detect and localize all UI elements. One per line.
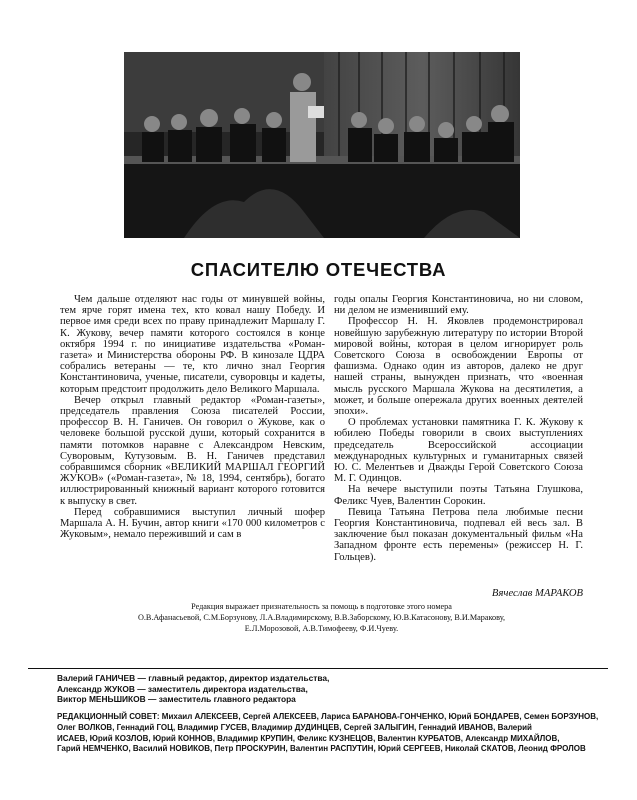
board-line: РЕДАКЦИОННЫЙ СОВЕТ: Михаил АЛЕКСЕЕВ, Сергей АЛЕКСЕЕВ, Лариса БАРАНОВА-ГОНЧЕНКО, Юрий БОНДАРЕВ, Семен БОРЗУНОВ, — [57, 712, 599, 721]
article-paragraph: О проблемах установки памятника Г. К. Жукову к юбилею Победы говорили в своих выступлениях председатель Всероссийской ассоциации международных культурных и гуманитарных связей Ю. С. Мелентьев и Дважды Герой Советского Союза М. Г. Одинцов. — [334, 417, 583, 485]
article-paragraph: Профессор Н. Н. Яковлев продемонстрировал новейшую зарубежную литературу по истории Второй мировой войны, которая в целом игнорирует роль Советского Союза в освобождении Европы от фашизма. Однако один из авторов, далеко не друг нашей страны, вынужден признать, что «военная мысль русского Маршала Жукова на десятилетия, а может, и больше опережала других военных деятелей эпохи». — [334, 316, 583, 418]
article-title: СПАСИТЕЛЮ ОТЕЧЕСТВА — [190, 259, 447, 280]
editor-line: Валерий ГАНИЧЕВ — главный редактор, директор издательства, — [57, 673, 330, 683]
acknowledgement-line: Е.Л.Морозовой, А.В.Тимофееву, Ф.И.Чуеву. — [244, 624, 399, 633]
acknowledgement-line: О.В.Афанасьевой, С.М.Борзунову, Л.А.Владимирскому, В.В.Заборскому, Ю.В.Катасонову, В.И.Маракову, — [137, 613, 506, 622]
acknowledgement — [60, 601, 583, 634]
ceremony-photo — [124, 52, 520, 238]
board-line: Гарий НЕМЧЕНКО, Василий НОВИКОВ, Петр ПРОСКУРИН, Валентин РАСПУТИН, Юрий СЕРГЕЕВ, Николай СКАТОВ, Леонид ФРОЛОВ — [57, 744, 586, 754]
article-paragraph: На вечере выступили поэты Татьяна Глушкова, Феликс Чуев, Валентин Сорокин. — [334, 484, 583, 507]
article-paragraph: Перед собравшимися выступил личный шофер Маршала А. Н. Бучин, автор книги «170 000 километров с Жуковым», немало переживший и сам в — [60, 506, 325, 541]
photo-illustration — [124, 52, 520, 238]
editors-list — [57, 673, 329, 705]
board-line: ИСАЕВ, Юрий КОЗЛОВ, Юрий КОННОВ, Владимир КРУПИН, Феликс КУЗНЕЦОВ, Валентин КУРБАТОВ, Александр МИХАЙЛОВ, — [57, 733, 560, 743]
editor-line: Виктор МЕНЬШИКОВ — заместитель главного редактора — [57, 694, 296, 705]
editorial-board — [57, 712, 599, 755]
editor-line: Александр ЖУКОВ — заместитель директора издательства, — [57, 683, 308, 694]
article-paragraph: Чем дальше отделяют нас годы от минувшей войны, тем ярче горят имена тех, кто ковал нашу Победу. И первое имя среди всех по праву принадлежит Маршалу Г. К. Жукову, вечер памяти которого состоялся в конце октября 1994 г. по инициативе издательства «Роман-газета» и Министерства обороны РФ. В кинозале ЦДРА собрались ветераны — те, кто лично знал Георгия Константиновича, ученые, писатели, суворовцы и кадеты, которым предстоит продолжить дело Великого Маршала. — [60, 294, 325, 395]
article-right-column — [334, 294, 583, 563]
board-line: Олег ВОЛКОВ, Геннадий ГОЦ, Владимир ГУСЕВ, Владимир ДУДИНЦЕВ, Сергей ЗАЛЫГИН, Геннадий ИВАНОВ, Валерий — [57, 722, 532, 732]
article-paragraph: Вечер открыл главный редактор «Роман-газеты», председатель правления Союза писателей России, профессор В. Н. Ганичев. Он говорил о Жукове, как о человеке большой русской души, который сохранится в памяти потомков наравне с Александром Невским, Суворовым, Кутузовым. В. Н. Ганичев представил собравшимся сборник «ВЕЛИКИЙ МАРШАЛ ГЕОРГИЙ ЖУКОВ» («Роман-газета», № 18, 1994, сентябрь), богато иллюстрированный книжный вариант которого готовится к выпуску в свет. — [60, 394, 325, 507]
article-paragraph: годы опалы Георгия Константиновича, но ни словом, ни делом не изменивший ему. — [334, 294, 583, 317]
article-paragraph: Певица Татьяна Петрова пела любимые песни Георгия Константиновича, подпевал ей весь зал. В заключение был показан документальный фильм «На Западном фронте есть перемены» (режиссер Н. Г. Гольцев). — [334, 506, 583, 563]
author-signature: Вячеслав МАРАКОВ — [491, 588, 583, 599]
divider — [28, 668, 608, 669]
article-left-column — [60, 294, 325, 540]
acknowledgement-line: Редакция выражает признательность за помощь в подготовке этого номера — [191, 602, 452, 611]
